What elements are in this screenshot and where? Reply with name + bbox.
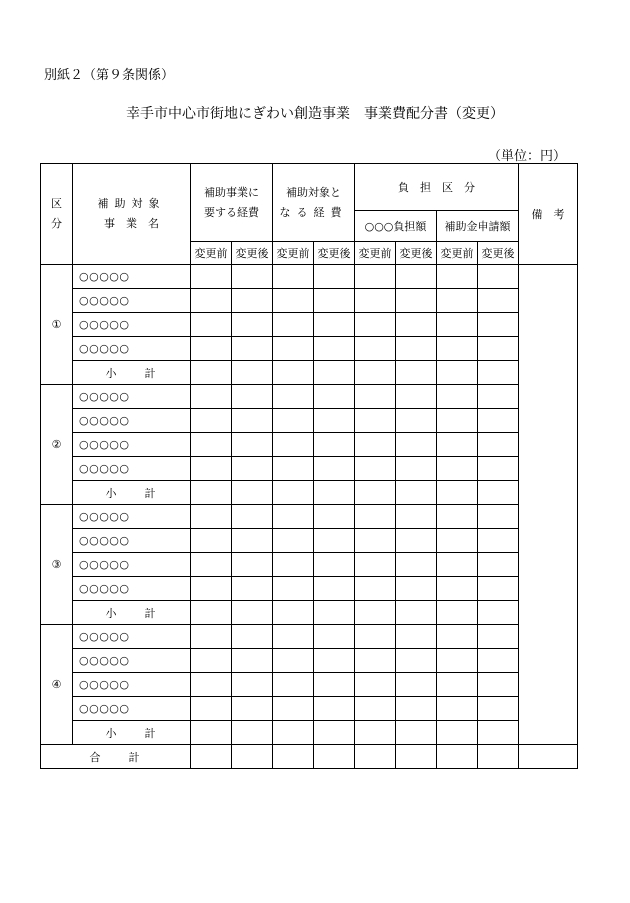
header-kubun-line2: 分 [51, 217, 62, 230]
amount-cell [232, 697, 273, 721]
amount-cell [273, 697, 314, 721]
amount-cell [478, 385, 519, 409]
header-required-cost-line2: 要する経費 [204, 205, 259, 219]
amount-cell [314, 625, 355, 649]
amount-cell [355, 673, 396, 697]
section-mark: ③ [41, 505, 73, 625]
amount-cell [191, 289, 232, 313]
amount-cell [314, 337, 355, 361]
header-burden: 負 担 区 分 [355, 164, 519, 211]
subtotal-cell [355, 361, 396, 385]
amount-cell [191, 265, 232, 289]
table-row [41, 529, 578, 553]
subtotal-row [41, 601, 578, 625]
amount-cell [437, 505, 478, 529]
subtotal-cell [191, 721, 232, 745]
document-title: 幸手市中心市街地にぎわい創造事業 事業費配分書（変更） [126, 106, 504, 122]
subtotal-cell [355, 721, 396, 745]
amount-cell [478, 697, 519, 721]
total-remarks-cell [519, 745, 578, 769]
total-cell [478, 745, 519, 769]
unit-label: （単位：円） [487, 149, 566, 164]
amount-cell [396, 529, 437, 553]
total-cell [355, 745, 396, 769]
amount-cell [437, 457, 478, 481]
amount-cell [396, 697, 437, 721]
subtotal-label: 小 計 [73, 721, 191, 745]
amount-cell [396, 553, 437, 577]
amount-cell [273, 289, 314, 313]
header-kubun-line1: 区 [51, 197, 62, 210]
amount-cell [478, 673, 519, 697]
amount-cell [314, 697, 355, 721]
subtotal-label: 小 計 [73, 601, 191, 625]
table-row [41, 649, 578, 673]
subtotal-cell [396, 721, 437, 745]
amount-cell [314, 289, 355, 313]
amount-cell [437, 289, 478, 313]
amount-cell [273, 457, 314, 481]
amount-cell [191, 697, 232, 721]
amount-cell [191, 577, 232, 601]
amount-cell [191, 337, 232, 361]
subtotal-cell [437, 721, 478, 745]
header-subsidy-amount: 補助金申請額 [437, 211, 519, 242]
amount-cell [355, 457, 396, 481]
subtotal-cell [396, 481, 437, 505]
amount-cell [396, 457, 437, 481]
subtotal-cell [437, 601, 478, 625]
amount-cell [273, 649, 314, 673]
header-before: 変更前 [191, 242, 232, 265]
amount-cell [437, 649, 478, 673]
amount-cell [478, 409, 519, 433]
header-eligible-cost [273, 164, 355, 242]
subtotal-cell [314, 601, 355, 625]
project-name-cell: ○○○○○ [73, 505, 191, 529]
amount-cell [355, 433, 396, 457]
header-burden-amount: ○○○負担額 [355, 211, 437, 242]
amount-cell [232, 625, 273, 649]
header-eligible-cost-line1: 補助対象と [286, 185, 341, 199]
header-after: 変更後 [232, 242, 273, 265]
subtotal-cell [191, 601, 232, 625]
total-label: 合 計 [41, 745, 191, 769]
section-mark: ① [41, 265, 73, 385]
subtotal-cell [396, 601, 437, 625]
project-name-cell: ○○○○○ [73, 553, 191, 577]
amount-cell [396, 433, 437, 457]
amount-cell [478, 337, 519, 361]
table-row [41, 673, 578, 697]
amount-cell [314, 505, 355, 529]
subtotal-cell [232, 721, 273, 745]
amount-cell [191, 553, 232, 577]
amount-cell [273, 337, 314, 361]
amount-cell [396, 289, 437, 313]
amount-cell [273, 529, 314, 553]
subtotal-cell [232, 481, 273, 505]
header-project-name-line2: 事 業 名 [104, 217, 159, 230]
amount-cell [314, 577, 355, 601]
amount-cell [437, 553, 478, 577]
total-row [41, 745, 578, 769]
amount-cell [191, 673, 232, 697]
total-cell [191, 745, 232, 769]
amount-cell [478, 457, 519, 481]
header-kubun [41, 164, 73, 265]
amount-cell [273, 553, 314, 577]
header-before: 変更前 [437, 242, 478, 265]
subtotal-cell [273, 601, 314, 625]
amount-cell [273, 265, 314, 289]
amount-cell [437, 409, 478, 433]
subtotal-label: 小 計 [73, 481, 191, 505]
table-row [41, 265, 578, 289]
header-remarks: 備 考 [519, 164, 578, 265]
amount-cell [396, 385, 437, 409]
amount-cell [478, 289, 519, 313]
amount-cell [232, 265, 273, 289]
amount-cell [232, 649, 273, 673]
subtotal-cell [478, 361, 519, 385]
amount-cell [437, 529, 478, 553]
project-name-cell: ○○○○○ [73, 313, 191, 337]
amount-cell [191, 385, 232, 409]
header-before: 変更前 [355, 242, 396, 265]
amount-cell [478, 577, 519, 601]
amount-cell [396, 337, 437, 361]
table-row [41, 457, 578, 481]
amount-cell [355, 505, 396, 529]
project-name-cell: ○○○○○ [73, 385, 191, 409]
amount-cell [396, 409, 437, 433]
amount-cell [273, 577, 314, 601]
project-name-cell: ○○○○○ [73, 409, 191, 433]
amount-cell [478, 265, 519, 289]
amount-cell [355, 649, 396, 673]
amount-cell [191, 529, 232, 553]
subtotal-cell [478, 481, 519, 505]
amount-cell [191, 433, 232, 457]
project-name-cell: ○○○○○ [73, 337, 191, 361]
total-cell [232, 745, 273, 769]
amount-cell [355, 553, 396, 577]
amount-cell [437, 625, 478, 649]
subtotal-row [41, 361, 578, 385]
amount-cell [232, 385, 273, 409]
amount-cell [478, 433, 519, 457]
allocation-table [40, 163, 578, 769]
header-required-cost [191, 164, 273, 242]
header-project-name [73, 164, 191, 265]
table-row [41, 433, 578, 457]
amount-cell [396, 649, 437, 673]
project-name-cell: ○○○○○ [73, 577, 191, 601]
table-row [41, 553, 578, 577]
amount-cell [355, 577, 396, 601]
amount-cell [355, 289, 396, 313]
amount-cell [437, 433, 478, 457]
amount-cell [191, 505, 232, 529]
amount-cell [437, 673, 478, 697]
project-name-cell: ○○○○○ [73, 625, 191, 649]
amount-cell [314, 529, 355, 553]
total-cell [314, 745, 355, 769]
appendix-label: 別紙２（第９条関係） [44, 68, 175, 83]
header-required-cost-line1: 補助事業に [204, 185, 259, 199]
amount-cell [478, 529, 519, 553]
amount-cell [232, 505, 273, 529]
subtotal-label: 小 計 [73, 361, 191, 385]
amount-cell [232, 313, 273, 337]
amount-cell [191, 649, 232, 673]
subtotal-cell [191, 361, 232, 385]
amount-cell [355, 529, 396, 553]
project-name-cell: ○○○○○ [73, 649, 191, 673]
table-row [41, 577, 578, 601]
amount-cell [355, 697, 396, 721]
subtotal-row [41, 481, 578, 505]
amount-cell [355, 409, 396, 433]
amount-cell [232, 577, 273, 601]
project-name-cell: ○○○○○ [73, 433, 191, 457]
amount-cell [232, 457, 273, 481]
amount-cell [191, 625, 232, 649]
amount-cell [232, 673, 273, 697]
amount-cell [314, 433, 355, 457]
amount-cell [273, 505, 314, 529]
amount-cell [396, 505, 437, 529]
amount-cell [355, 385, 396, 409]
amount-cell [232, 529, 273, 553]
total-cell [437, 745, 478, 769]
subtotal-cell [314, 721, 355, 745]
amount-cell [437, 385, 478, 409]
amount-cell [314, 385, 355, 409]
table-row [41, 697, 578, 721]
subtotal-cell [396, 361, 437, 385]
amount-cell [437, 265, 478, 289]
amount-cell [232, 409, 273, 433]
subtotal-cell [314, 481, 355, 505]
total-cell [273, 745, 314, 769]
table-row [41, 409, 578, 433]
subtotal-row [41, 721, 578, 745]
amount-cell [478, 649, 519, 673]
subtotal-cell [273, 481, 314, 505]
section-mark: ④ [41, 625, 73, 745]
table-row [41, 625, 578, 649]
amount-cell [273, 673, 314, 697]
subtotal-cell [355, 601, 396, 625]
project-name-cell: ○○○○○ [73, 673, 191, 697]
header-after: 変更後 [396, 242, 437, 265]
project-name-cell: ○○○○○ [73, 289, 191, 313]
table-row [41, 313, 578, 337]
amount-cell [232, 433, 273, 457]
subtotal-cell [232, 361, 273, 385]
subtotal-cell [478, 601, 519, 625]
header-before: 変更前 [273, 242, 314, 265]
amount-cell [191, 457, 232, 481]
amount-cell [191, 313, 232, 337]
table-row [41, 289, 578, 313]
amount-cell [396, 673, 437, 697]
amount-cell [355, 265, 396, 289]
subtotal-cell [273, 361, 314, 385]
subtotal-cell [232, 601, 273, 625]
amount-cell [314, 265, 355, 289]
subtotal-cell [355, 481, 396, 505]
amount-cell [273, 313, 314, 337]
table-row [41, 337, 578, 361]
header-after: 変更後 [314, 242, 355, 265]
amount-cell [273, 385, 314, 409]
section-mark: ② [41, 385, 73, 505]
amount-cell [232, 337, 273, 361]
project-name-cell: ○○○○○ [73, 265, 191, 289]
subtotal-cell [191, 481, 232, 505]
subtotal-cell [273, 721, 314, 745]
amount-cell [232, 289, 273, 313]
amount-cell [355, 625, 396, 649]
amount-cell [478, 553, 519, 577]
amount-cell [273, 433, 314, 457]
amount-cell [355, 313, 396, 337]
project-name-cell: ○○○○○ [73, 457, 191, 481]
amount-cell [314, 649, 355, 673]
subtotal-cell [478, 721, 519, 745]
amount-cell [396, 313, 437, 337]
amount-cell [314, 673, 355, 697]
amount-cell [314, 313, 355, 337]
remarks-cell [519, 265, 578, 745]
subtotal-cell [437, 481, 478, 505]
table-row [41, 385, 578, 409]
project-name-cell: ○○○○○ [73, 697, 191, 721]
amount-cell [273, 625, 314, 649]
amount-cell [478, 313, 519, 337]
amount-cell [437, 313, 478, 337]
subtotal-cell [437, 361, 478, 385]
project-name-cell: ○○○○○ [73, 529, 191, 553]
amount-cell [437, 697, 478, 721]
table-row [41, 505, 578, 529]
amount-cell [314, 553, 355, 577]
amount-cell [478, 625, 519, 649]
amount-cell [437, 577, 478, 601]
amount-cell [396, 265, 437, 289]
amount-cell [396, 577, 437, 601]
amount-cell [191, 409, 232, 433]
amount-cell [396, 625, 437, 649]
amount-cell [355, 337, 396, 361]
amount-cell [232, 553, 273, 577]
header-project-name-line1: 補助対象 [97, 197, 166, 210]
amount-cell [314, 409, 355, 433]
amount-cell [437, 337, 478, 361]
subtotal-cell [314, 361, 355, 385]
amount-cell [314, 457, 355, 481]
total-cell [396, 745, 437, 769]
header-after: 変更後 [478, 242, 519, 265]
header-eligible-cost-line2: なる経費 [279, 205, 348, 219]
amount-cell [273, 409, 314, 433]
amount-cell [478, 505, 519, 529]
